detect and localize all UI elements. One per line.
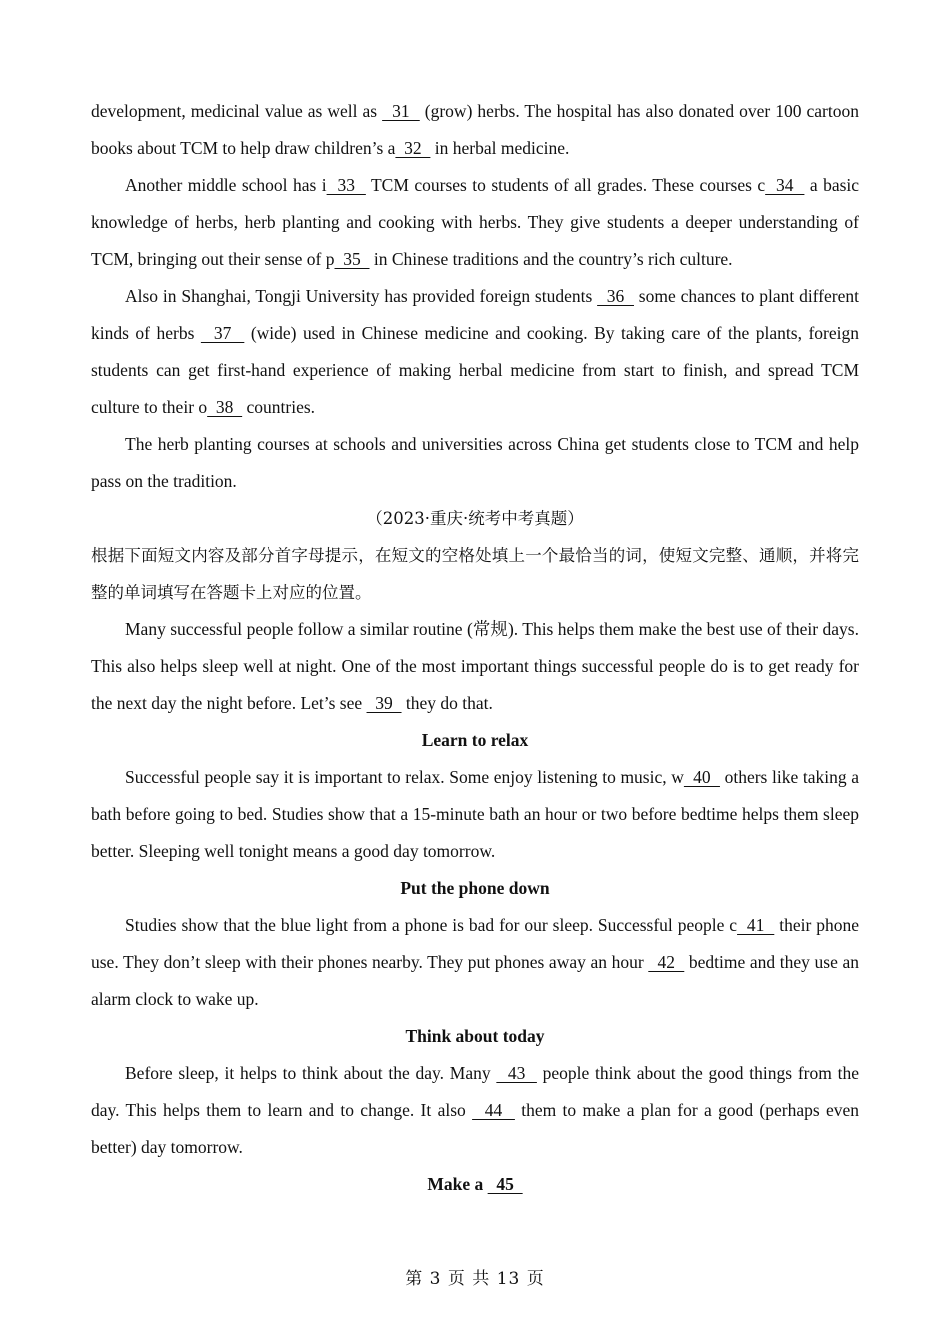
paragraph-conclusion: The herb planting courses at schools and universities across China get students close to TCM and help pass on the tradition. (91, 434, 859, 491)
document-body (91, 93, 859, 1203)
paragraph-33-35: Another middle school has i 33 TCM courses to students of all grades. These courses c 34 a basic knowledge of herbs, herb planting and cooking with herbs. They give students a deeper understanding of TCM, bringing out their sense of p 35 in Chinese traditions and the country’s rich culture. (91, 175, 860, 269)
heading-put-phone-down: Put the phone down (400, 878, 550, 898)
blank-37: 37 (200, 323, 245, 343)
blank-42: 42 (648, 952, 685, 972)
blank-38: 38 (207, 397, 243, 417)
blank-32: 32 (395, 138, 431, 158)
blank-34: 34 (765, 175, 805, 195)
page-footer: 第 3 页 共 13 页 (405, 1269, 545, 1289)
heading-learn-to-relax: Learn to relax (421, 730, 529, 750)
blank-35: 35 (334, 249, 370, 269)
blank-44: 44 (472, 1100, 515, 1120)
blank-36: 36 (597, 286, 634, 306)
paragraph-41-42: Studies show that the blue light from a phone is bad for our sleep. Successful people c 41 their phone use. They don’t sleep with their phones nearby. They put phones away an hour 42 bedtime and they use an alarm clock to wake up. (91, 915, 859, 1009)
paragraph-39: Many successful people follow a similar routine (常规). This helps them make the best use of their days. This also helps sleep well at night. One of the most important things successful people do is to get ready for the next day the night before. Let’s see 39 they do that. (91, 619, 859, 713)
blank-40: 40 (683, 767, 720, 787)
heading-make-a: Make a 45 (427, 1174, 523, 1194)
paragraph-40: Successful people say it is important to relax. Some enjoy listening to music, w 40 others like taking a bath before going to bed. Studies show that a 15-minute bath an hour or two before bedtime helps them sleep better. Sleeping well tonight means a good day tomorrow. (91, 767, 860, 861)
paragraph-31-32: development, medicinal value as well as 31 (grow) herbs. The hospital has also donated over 100 cartoon books about TCM to help draw children’s a 32 in herbal medicine. (91, 101, 859, 158)
paragraph-36-38: Also in Shanghai, Tongji University has provided foreign students 36 some chances to plant different kinds of herbs 37 (wide) used in Chinese medicine and cooking. By taking care of the plants, foreign students can get first-hand experience of making herbal medicine from start to finish, and spread TCM culture to their o 38 countries. (91, 286, 860, 417)
blank-41: 41 (737, 915, 775, 935)
blank-43: 43 (496, 1063, 537, 1083)
heading-think-about-today: Think about today (405, 1026, 545, 1046)
blank-31: 31 (382, 101, 420, 121)
source-label: （2023·重庆·统考中考真题） (366, 509, 584, 528)
blank-39: 39 (366, 693, 402, 713)
blank-33: 33 (326, 175, 366, 195)
instruction-text: 根据下面短文内容及部分首字母提示，在短文的空格处填上一个最恰当的词，使短文完整、通顺，并将完整的单词填写在答题卡上对应的位置。 (91, 546, 859, 602)
paragraph-43-44: Before sleep, it helps to think about the day. Many 43 people think about the good things from the day. This helps them to learn and to change. It also 44 them to make a plan for a good (perhaps even better) day tomorrow. (91, 1063, 860, 1157)
blank-45: 45 (487, 1174, 523, 1194)
